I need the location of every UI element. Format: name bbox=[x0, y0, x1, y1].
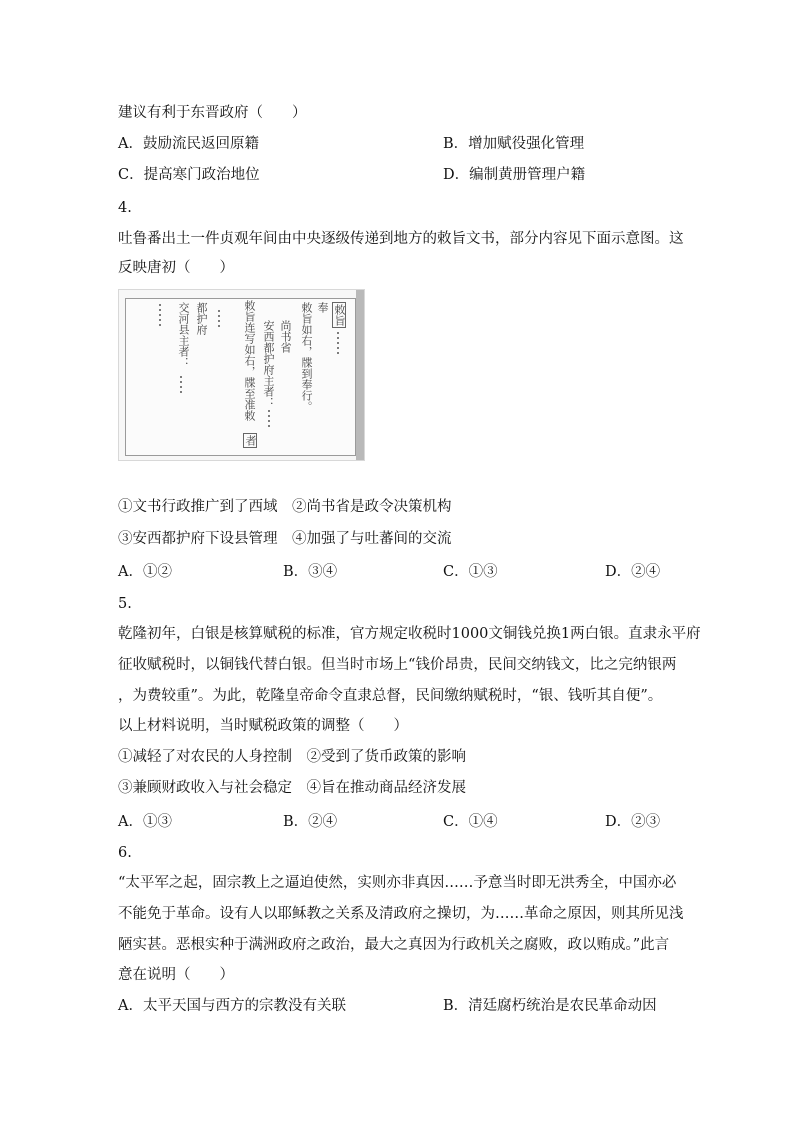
q5-stem-line1: 乾隆初年，白银是核算赋税的标准，官方规定收税时1000文铜钱兑换1两白银。直隶永平府 bbox=[118, 626, 701, 642]
edict-col4-dots bbox=[268, 410, 271, 430]
q4-option-a[interactable]: A．①② bbox=[118, 564, 172, 580]
q5-statement2: ③兼顾财政收入与社会稳定 ④旨在推动商品经济发展 bbox=[118, 780, 466, 796]
q5-statement1: ①减轻了对农民的人身控制 ②受到了货币政策的影响 bbox=[118, 749, 466, 765]
q4-option-c[interactable]: C．①③ bbox=[443, 564, 498, 580]
q6-stem-line1: “太平军之起，固宗教上之逼迫使然，实则亦非真因……予意当时即无洪秀全，中国亦必 bbox=[118, 875, 677, 891]
edict-document-figure bbox=[118, 289, 365, 461]
q6-stem-line4: 意在说明（ ） bbox=[118, 967, 234, 983]
edict-col4: 安西都护府主者： bbox=[262, 320, 275, 408]
edict-col1-dots bbox=[337, 332, 340, 357]
q3-option-c[interactable]: C．提高寒门政治地位 bbox=[118, 167, 260, 183]
edict-col7: 交河县主者： bbox=[177, 302, 190, 368]
q4-statement1: ①文书行政推广到了西域 ②尚书省是政令决策机构 bbox=[118, 499, 452, 515]
edict-col3: 尚书省 bbox=[279, 320, 292, 353]
q6-stem-line2: 不能免于革命。设有人以耶稣教之关系及清政府之操切，为……革命之原因，则其所见浅 bbox=[118, 906, 684, 922]
edict-col6: 都护府 bbox=[195, 302, 208, 335]
q5-stem-line4: 以上材料说明，当时赋税政策的调整（ ） bbox=[118, 718, 408, 734]
q5-option-b[interactable]: B．②④ bbox=[283, 814, 338, 830]
edict-col5: 敕旨连写如右，牒至准敕 bbox=[243, 300, 256, 421]
q4-statement2: ③安西都护府下设县管理 ④加强了与吐蕃间的交流 bbox=[118, 531, 452, 547]
q4-stem-line1: 吐鲁番出土一件贞观年间由中央逐级传递到地方的敕旨文书，部分内容见下面示意图。这 bbox=[118, 231, 684, 247]
edict-col1-box: 敕旨 bbox=[333, 304, 346, 326]
edict-col2-head: 奉 bbox=[316, 302, 329, 313]
q6-option-b[interactable]: B．清廷腐朽统治是农民革命动因 bbox=[443, 998, 657, 1014]
q6-stem-line3: 陋实甚。恶根实种于满洲政府之政治，最大之真因为行政机关之腐败，政以贿成。”此言 bbox=[118, 937, 670, 953]
q3-option-b[interactable]: B．增加赋役强化管理 bbox=[443, 136, 585, 152]
q5-option-d[interactable]: D．②③ bbox=[605, 814, 661, 830]
q5-stem-line3: ，为费较重”。为此，乾隆皇帝命令直隶总督，民间缴纳赋税时，“银、钱听其自便”。 bbox=[118, 688, 663, 704]
q3-option-d[interactable]: D．编制黄册管理户籍 bbox=[443, 167, 586, 183]
q5-option-c[interactable]: C．①④ bbox=[443, 814, 498, 830]
q6-number: 6. bbox=[118, 845, 132, 861]
q4-option-b[interactable]: B．③④ bbox=[283, 564, 338, 580]
q3-option-a[interactable]: A．鼓励流民返回原籍 bbox=[118, 136, 259, 152]
edict-col5-box: 者 bbox=[244, 435, 257, 446]
q4-option-d[interactable]: D．②④ bbox=[605, 564, 661, 580]
figure-edge bbox=[356, 290, 364, 460]
q5-option-a[interactable]: A．①③ bbox=[118, 814, 172, 830]
q4-number: 4. bbox=[118, 200, 132, 216]
edict-col7-dots bbox=[180, 376, 183, 396]
q5-number: 5. bbox=[118, 596, 132, 612]
q4-stem-line2: 反映唐初（ ） bbox=[118, 260, 234, 276]
q6-option-a[interactable]: A．太平天国与西方的宗教没有关联 bbox=[118, 998, 346, 1014]
q5-stem-line2: 征收赋税时，以铜钱代替白银。但当时市场上“钱价昂贵，民间交纳钱文，比之完纳银两 bbox=[118, 657, 677, 673]
edict-col6-dots-top bbox=[218, 310, 221, 330]
edict-col2: 敕旨如右，牒到奉行。 bbox=[300, 302, 313, 412]
q3-stem: 建议有利于东晋政府（ ） bbox=[118, 105, 307, 121]
edict-col8-dots bbox=[159, 304, 162, 329]
